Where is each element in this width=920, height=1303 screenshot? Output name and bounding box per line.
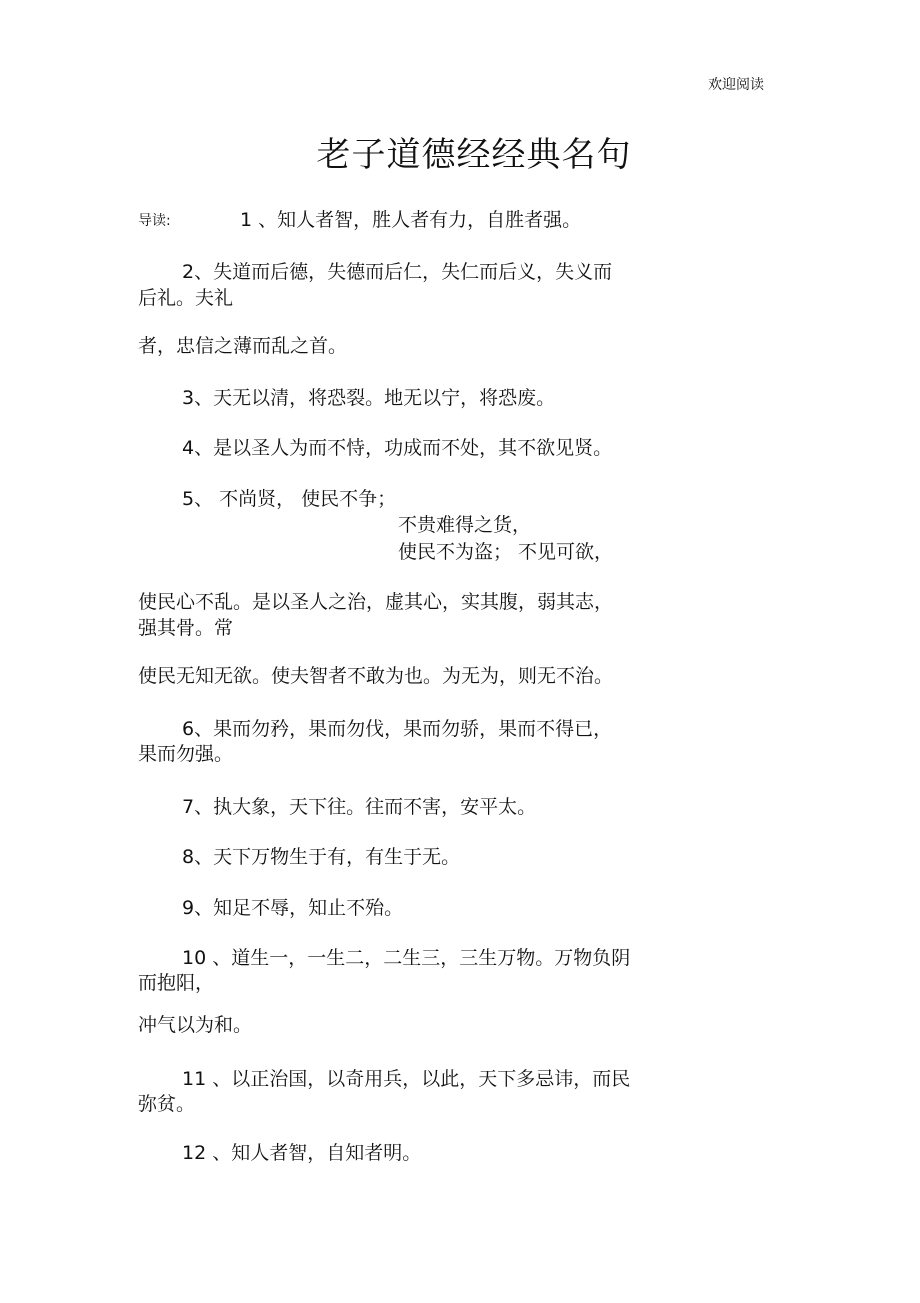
text-line-1: 1 、知人者智，胜人者有力，自胜者强。 xyxy=(240,209,582,231)
text-line-17: 9、知足不辱，知止不殆。 xyxy=(182,897,404,919)
text-line-10: 使民心不乱。是以圣人之治，虚其心，实其腹，弱其志， xyxy=(138,591,614,613)
text-line-14: 果而勿强。 xyxy=(138,743,234,765)
header-note: 欢迎阅读 xyxy=(708,77,764,93)
text-line-12: 使民无知无欲。使夫智者不敢为也。为无为，则无不治。 xyxy=(138,665,614,687)
text-line-19: 而抱阳， xyxy=(138,972,215,994)
text-line-23: 12 、知人者智，自知者明。 xyxy=(182,1142,422,1164)
text-line-13: 6、果而勿矜，果而勿伐，果而勿骄，果而不得已， xyxy=(182,718,613,740)
text-line-7: 5、 不尚贤， 使民不争； xyxy=(182,488,397,510)
text-line-4: 者，忠信之薄而乱之首。 xyxy=(138,335,348,357)
text-line-15: 7、执大象，天下往。往而不害，安平太。 xyxy=(182,796,537,818)
text-line-8: 不贵难得之货， xyxy=(398,514,532,536)
text-line-11: 强其骨。常 xyxy=(138,617,234,639)
text-line-9: 使民不为盗； 不见可欲， xyxy=(398,541,614,563)
text-line-6: 4、是以圣人为而不恃，功成而不处，其不欲见贤。 xyxy=(182,437,613,459)
text-line-3: 后礼。夫礼 xyxy=(138,287,234,309)
page-title: 老子道德经经典名句 xyxy=(316,135,632,175)
text-line-16: 8、天下万物生于有，有生于无。 xyxy=(182,846,461,868)
intro-label: 导读: xyxy=(138,213,171,229)
text-line-18: 10 、道生一，一生二，二生三，三生万物。万物负阴 xyxy=(182,947,631,969)
text-line-2: 2、失道而后德，失德而后仁，失仁而后义，失义而 xyxy=(182,261,613,283)
text-line-22: 弥贫。 xyxy=(138,1093,196,1115)
text-line-5: 3、天无以清，将恐裂。地无以宁，将恐废。 xyxy=(182,387,556,409)
text-line-21: 11 、以正治国，以奇用兵，以此，天下多忌讳，而民 xyxy=(182,1068,631,1090)
text-line-20: 冲气以为和。 xyxy=(138,1014,253,1036)
